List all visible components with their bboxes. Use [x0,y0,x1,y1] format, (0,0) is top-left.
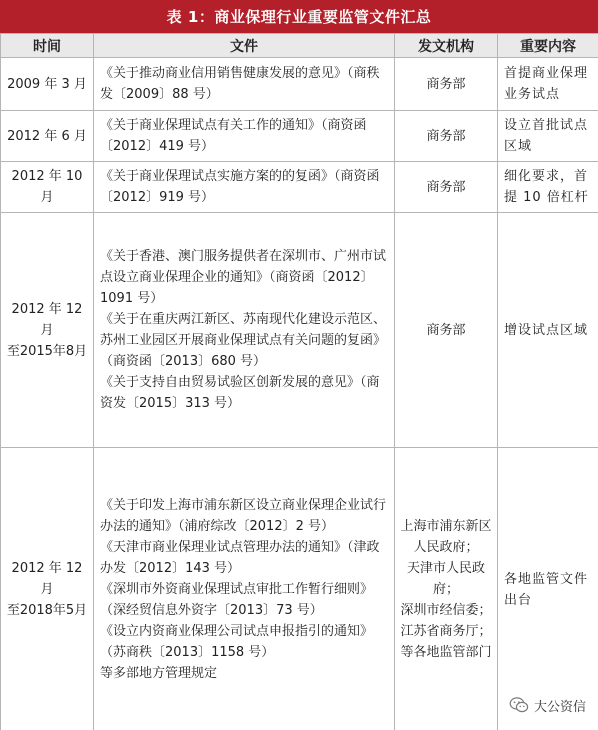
time-text: 至2018年5月 [6,603,88,618]
files-cell [94,162,395,213]
files-cell [94,213,395,448]
content-cell: 增设试点区域 [498,213,598,448]
content-cell: 各地监管文件出台 [498,448,598,730]
time-cell [1,448,94,730]
content-cell: 设立首批试点区域 [498,111,598,162]
table-row [1,58,598,111]
time-cell [1,111,94,162]
agency-cell [395,58,498,111]
header-row [1,34,598,58]
table-row [1,448,598,730]
time-cell [1,162,94,213]
agency-text: 等各地监管部门 [400,645,492,660]
time-text: 2012 年 10 月 [11,169,83,205]
header-time: 时间 [1,34,94,58]
file-entry: 《关于推动商业信用销售健康发展的意见》（商秩发〔2009〕88 号） [100,66,380,102]
file-entry: 《深圳市外资商业保理试点审批工作暂行细则》（深经贸信息外资字〔2013〕73 号） [100,582,374,618]
agency-text: 商务部 [426,76,466,92]
time-cell [1,58,94,111]
source-watermark [505,693,590,717]
header-content: 重要内容 [498,34,598,58]
time-text: 2012 年 12 月 [11,561,83,597]
table-row [1,111,598,162]
time-cell [1,213,94,448]
content-cell: 细化要求，首提 10 倍杠杆 [498,162,598,213]
agency-cell [395,111,498,162]
header-agency: 发文机构 [395,34,498,58]
regulation-table [0,33,598,730]
agency-text: 商务部 [426,179,466,195]
agency-cell [395,213,498,448]
table-title: 表 1：商业保理行业重要监管文件汇总 [0,0,598,33]
files-cell [94,111,395,162]
agency-text: 天津市人民政府； [406,561,485,597]
wechat-icon [509,696,529,714]
table-row [1,162,598,213]
file-entry: 《关于商业保理试点有关工作的通知》（商资函〔2012〕419 号） [100,118,367,154]
time-text: 2012 年 6 月 [7,128,87,144]
file-entry: 《设立内资商业保理公司试点申报指引的通知》（苏商秩〔2013〕1158 号） [100,624,374,660]
table-row [1,213,598,448]
file-entry: 《关于香港、澳门服务提供者在深圳市、广州市试点设立商业保理企业的通知》（商资函〔2012〕1091 号） [100,249,387,306]
agency-cell [395,162,498,213]
files-cell [94,58,395,111]
file-entry: 《天津市商业保理业试点管理办法的通知》（津政办发〔2012〕143 号） [100,540,380,576]
time-text: 至2015年8月 [6,343,88,359]
watermark-text: 大公资信 [533,699,586,715]
agency-text: 江苏省商务厅； [400,624,492,639]
time-text: 2009 年 3 月 [7,76,87,92]
file-entry: 《关于支持自由贸易试验区创新发展的意见》（商资发〔2015〕313 号） [100,375,380,411]
header-file: 文件 [94,34,395,58]
file-entry: 《关于商业保理试点实施方案的的复函》（商资函〔2012〕919 号） [100,169,380,205]
agency-text: 上海市浦东新区人民政府； [400,519,492,555]
content-cell: 首提商业保理业务试点 [498,58,598,111]
agency-cell [395,448,498,730]
file-entry: 《关于印发上海市浦东新区设立商业保理企业试行办法的通知》（浦府综改〔2012〕2 号） [100,498,387,534]
files-cell [94,448,395,730]
file-entry: 等多部地方管理规定 [100,666,218,681]
agency-text: 商务部 [426,322,466,338]
file-entry: 《关于在重庆两江新区、苏南现代化建设示范区、苏州工业园区开展商业保理试点有关问题的复函》（商资函〔2013〕680 号） [100,312,387,369]
time-text: 2012 年 12 月 [11,301,83,338]
agency-text: 商务部 [426,128,466,144]
agency-text: 深圳市经信委； [400,603,492,618]
